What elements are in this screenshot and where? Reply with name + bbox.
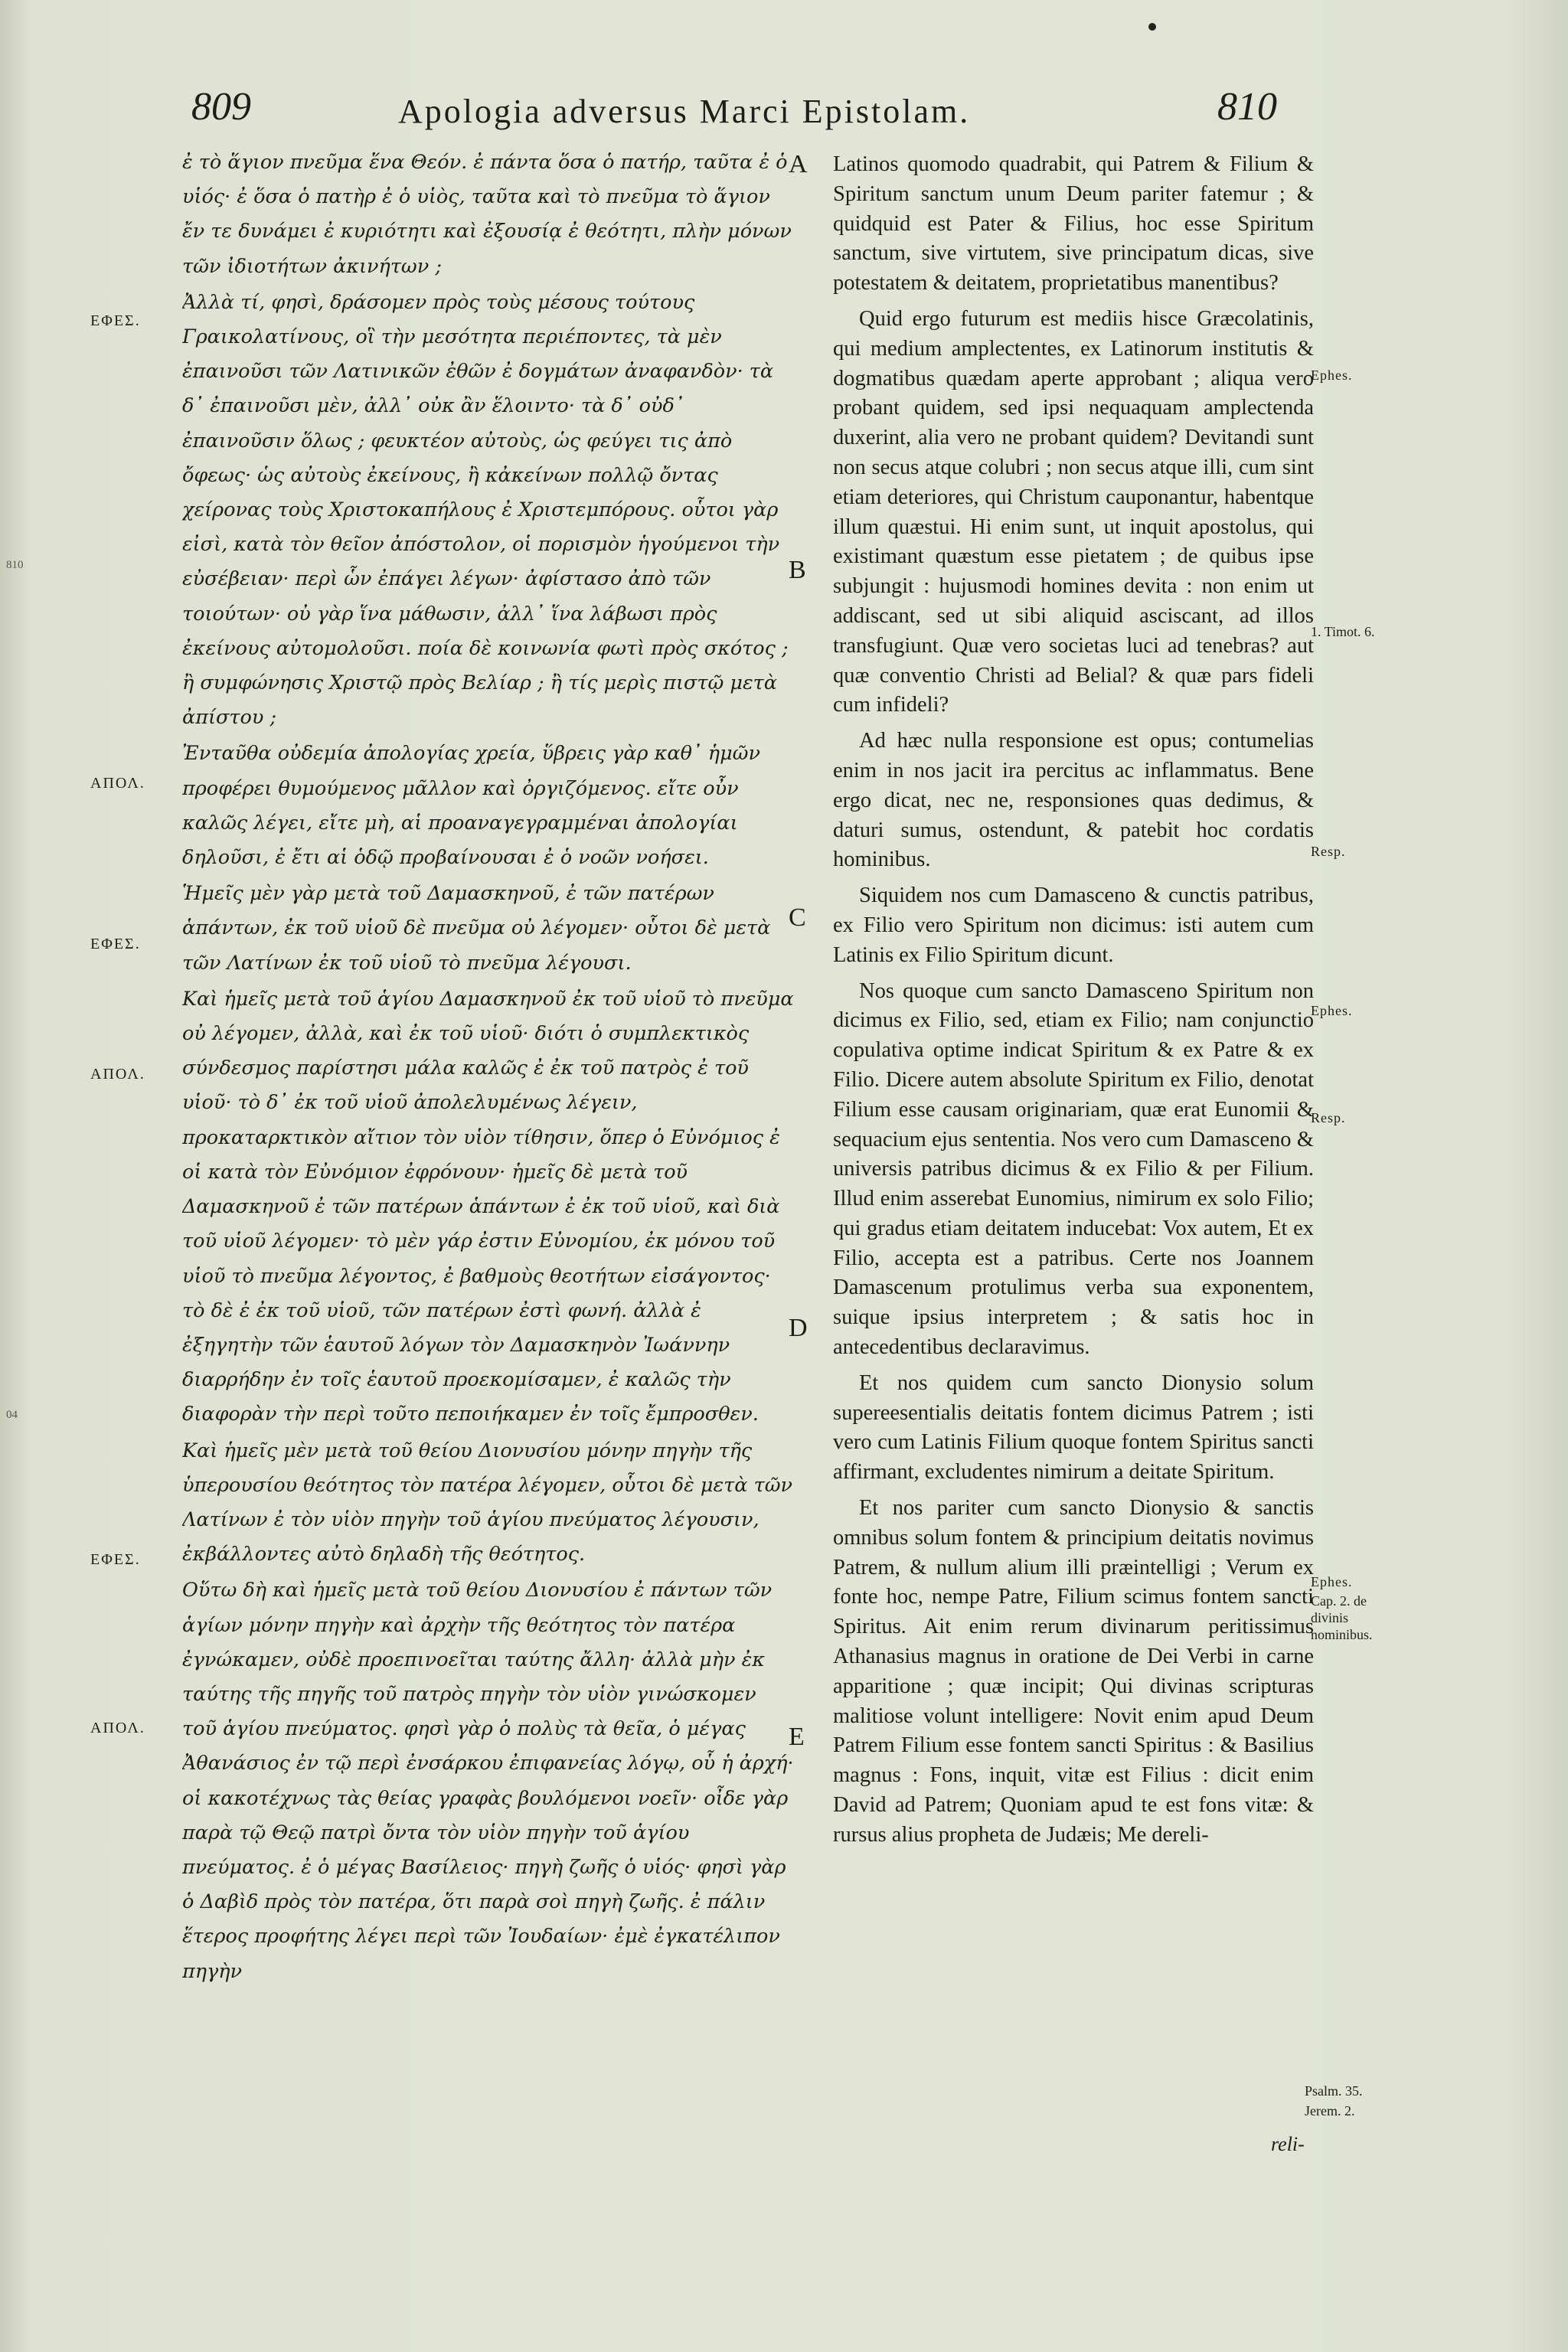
running-head — [0, 84, 1568, 145]
greek-paragraph: Ἡμεῖς μὲν γὰρ μετὰ τοῦ Δαμασκηνοῦ, ἐ τῶν πατέρων ἁπάντων, ἐκ τοῦ υἱοῦ δὲ πνεῦμα οὐ λέγομεν· οὗτοι δὲ μετὰ τῶν Λατίνων ἐκ τοῦ υἱοῦ τὸ πνεῦμα λέγουσι. — [182, 882, 771, 975]
greek-paragraph: Καὶ ἡμεῖς μὲν μετὰ τοῦ θείου Διονυσίου μόνην πηγὴν τῆς ὑπερουσίου θεότητος τὸν πατέρα λέγομεν, οὗτοι δὲ μετὰ τῶν Λατίνων ἐ τὸν υἱὸν πηγὴν τοῦ ἁγίου πνεύματος λέγουσιν, ἐκβάλλοντες αὐτὸ δηλαδὴ τῆς θεότητος. — [182, 1439, 792, 1566]
ink-dot — [1148, 23, 1156, 31]
margin-note-timot: 1. Timot. 6. — [1311, 624, 1375, 639]
section-letter: E — [789, 1723, 805, 1751]
speaker-label-ephes: ΕΦΕΣ. — [90, 1551, 141, 1568]
speaker-label-ephes: ΕΦΕΣ. — [90, 312, 141, 329]
edge-mark: 04 — [6, 1409, 18, 1421]
margin-note-ephes: Ephes. — [1311, 1003, 1353, 1018]
greek-paragraph: Καὶ ἡμεῖς μετὰ τοῦ ἁγίου Δαμασκηνοῦ ἐκ τοῦ υἱοῦ τὸ πνεῦμα οὐ λέγομεν, ἀλλὰ, καὶ ἐκ τοῦ υἱοῦ· διότι ὁ συμπλεκτικὸς σύνδεσμος παρίστησι μάλα καλῶς ἐ ἐκ τοῦ πατρὸς ἐ τοῦ υἱοῦ· τὸ δ᾽ ἐκ τοῦ υἱοῦ ἀπολελυμένως λέγειν, προκαταρκτικὸν αἴτιον τὸν υἱὸν τίθησιν, ὅπερ ὁ Εὐνόμιος ἐ οἱ κατὰ τὸν Εὐνόμιον ἐφρόνουν· ἡμεῖς δὲ μετὰ τοῦ Δαμασκηνοῦ ἐ τῶν πατέρων ἁπάντων ἐ ἐκ τοῦ υἱοῦ, καὶ διὰ τοῦ υἱοῦ λέγομεν· τὸ μὲν γάρ ἐστιν Εὐνομίου, ἐκ μόνου τοῦ υἱοῦ τὸ πνεῦμα λέγοντος, ἐ βαθμοὺς θεοτήτων εἰσάγοντος· τὸ δὲ ἐ ἐκ τοῦ υἱοῦ, τῶν πατέρων ἐστὶ φωνή. ἀλλὰ ἐ ἐξηγητὴν τῶν ἑαυτοῦ λόγων τὸν Δαμασκηνὸν Ἰωάννην διαρρήδην ἐν τοῖς ἑαυτοῦ προεκομίσαμεν, ἐ καλῶς τὴν διαφορὰν τὴν περὶ τοῦτο πεποιήκαμεν ἐν τοῖς ἔμπροσθεν. — [182, 987, 794, 1426]
section-letter: C — [789, 903, 806, 932]
latin-paragraph: Latinos quomodo quadrabit, qui Patrem & Filium & Spiritum sanctum unum Deum pariter fatemur ; & quidquid est Pater & Filius, hoc esse Spiritum sanctum, sive virtutem, sive principatum dicas, sive potestatem & deitatem, proprietatibus manentibus? — [833, 152, 1314, 296]
latin-paragraph: Et nos quidem cum sancto Dionysio solum supereesentialis deitatis fontem dicimus Patrem ; isti vero cum Latinis Filium quoque fontem Spiritus sancti affirmant, excludentes nimirum a deitate Spiritum. — [833, 1370, 1314, 1485]
greek-paragraph: ἐ τὸ ἅγιον πνεῦμα ἕνα Θεόν. ἐ πάντα ὅσα ὁ πατήρ, ταῦτα ἐ ὁ υἱός· ἐ ὅσα ὁ πατὴρ ἐ ὁ υἱὸς, ταῦτα καὶ τὸ πνεῦμα τὸ ἅγιον ἔν τε δυνάμει ἐ κυριότητι καὶ ἐξουσίᾳ ἐ θεότητι, πλὴν μόνων τῶν ἰδιοτήτων ἀκινήτων ; — [182, 151, 792, 278]
greek-paragraph: Ἐνταῦθα οὐδεμία ἀπολογίας χρεία, ὕβρεις γὰρ καθ᾽ ἡμῶν προφέρει θυμούμενος μᾶλλον καὶ ὀργιζόμενος. εἴτε οὖν καλῶς λέγει, εἴτε μὴ, αἱ προαναγεγραμμέναι ἀπολογίαι δηλοῦσι, ἐ ἔτι αἱ ὁδῷ προβαίνουσαι ἐ ὁ νοῶν νοήσει. — [182, 742, 760, 870]
page-number-left: 809 — [191, 85, 251, 129]
margin-note-psalm: Psalm. 35. — [1305, 2083, 1363, 2099]
speaker-label-apol: ΑΠΟΛ. — [90, 1720, 145, 1736]
margin-note-dionys: Cap. 2. de divinis nominibus. — [1311, 1593, 1373, 1642]
margin-note-resp: Resp. — [1311, 1110, 1346, 1125]
latin-column — [833, 150, 1314, 2217]
running-title: Apologia adversus Marci Epistolam. — [398, 93, 971, 130]
latin-paragraph: Nos quoque cum sancto Damasceno Spiritum non dicimus ex Filio, sed, etiam ex Filio; nam conjunctio copulativa optime indicat Spiritum & ex Patre & ex Filio. Dicere autem absolute Spiritum ex Filio, denotat Filium esse causam originariam, quæ erat Eunomii & sequacium ejus sententia. Nos vero cum Damasceno & universis patribus dicimus & ex Filio & per Filium. Illud enim asserebat Eunomius, nimirum ex solo Filio; qui gradus etiam deitatem inducebat: Vox autem, Et ex Filio, accepta est a patribus. Certe nos Joannem Damascenum protulimus verba sua exponentem, suique ipsius interpretem ; & satis hoc in antecedentibus declaravimus. — [833, 978, 1314, 1360]
edge-mark: 810 — [6, 559, 24, 571]
speaker-label-ephes: ΕΦΕΣ. — [90, 936, 141, 952]
greek-paragraph: Οὕτω δὴ καὶ ἡμεῖς μετὰ τοῦ θείου Διονυσίου ἐ πάντων τῶν ἁγίων μόνην πηγὴν καὶ ἀρχὴν τῆς θεότητος τὸν πατέρα ἐγνώκαμεν, οὐδὲ προεπινοεῖται ταύτης ἄλλη· ἀλλὰ μὴν ἐκ ταύτης τῆς πηγῆς τοῦ πατρὸς πηγὴν τὸν υἱὸν γινώσκομεν τοῦ ἁγίου πνεύματος. φησὶ γὰρ ὁ πολὺς τὰ θεῖα, ὁ μέγας Ἀθανάσιος ἐν τῷ περὶ ἐνσάρκου ἐπιφανείας λόγῳ, οὗ ἡ ἀρχή· οἱ κακοτέχνως τὰς θείας γραφὰς βουλόμενοι νοεῖν· οἶδε γὰρ παρὰ τῷ Θεῷ πατρὶ ὄντα τὸν υἱὸν πηγὴν τοῦ ἁγίου πνεύματος. ἐ ὁ μέγας Βασίλειος· πηγὴ ζωῆς ὁ υἱός· φησὶ γὰρ ὁ Δαβὶδ πρὸς τὸν πατέρα, ὅτι παρὰ σοὶ πηγὴ ζωῆς. ἐ πάλιν ἕτερος προφήτης λέγει περὶ τῶν Ἰουδαίων· ἐμὲ ἐγκατέλιπον πηγὴν — [182, 1579, 794, 1983]
section-letter: D — [789, 1314, 808, 1342]
catchword: reli- — [1271, 2133, 1305, 2155]
speaker-label-apol: ΑΠΟΛ. — [90, 775, 145, 792]
latin-paragraph: Siquidem nos cum Damasceno & cunctis patribus, ex Filio vero Spiritum non dicimus: isti autem cum Latinis ex Filio Spiritum dicunt. — [833, 884, 1314, 967]
margin-note-ephes: Ephes. — [1311, 1574, 1353, 1589]
margin-note-ephes: Ephes. — [1311, 368, 1353, 383]
greek-column — [182, 145, 795, 2243]
greek-paragraph: Ἀλλὰ τί, φησὶ, δράσομεν πρὸς τοὺς μέσους τούτους Γραικολατίνους, οἳ τὴν μεσότητα περιέποντες, τὰ μὲν ἐπαινοῦσι τῶν Λατινικῶν ἐθῶν ἐ δογμάτων ἀναφανδὸν· τὰ δ᾽ ἐπαινοῦσι μὲν, ἀλλ᾽ οὐκ ἂν ἕλοιντο· τὰ δ᾽ οὐδ᾽ ἐπαινοῦσιν ὅλως ; φευκτέον αὐτοὺς, ὡς φεύγει τις ἀπὸ ὄφεως· ὡς αὐτοὺς ἐκείνους, ἢ κἀκείνων πολλῷ ὄντας χείρονας τοὺς Χριστοκαπήλους ἐ Χριστεμπόρους. οὗτοι γὰρ εἰσὶ, κατὰ τὸν θεῖον ἀπόστολον, οἱ πορισμὸν ἡγούμενοι τὴν εὐσέβειαν· περὶ ὧν ἐπάγει λέγων· ἀφίστασο ἀπὸ τῶν τοιούτων· οὐ γὰρ ἵνα μάθωσιν, ἀλλ᾽ ἵνα λάβωσι πρὸς ἐκείνους αὐτομολοῦσι. ποία δὲ κοινωνία φωτὶ πρὸς σκότος ; ἢ συμφώνησις Χριστῷ πρὸς Βελίαρ ; ἢ τίς μερὶς πιστῷ μετὰ ἀπίστου ; — [182, 290, 789, 730]
latin-paragraph: Et nos pariter cum sancto Dionysio & sanctis omnibus solum fontem & principium deitatis novimus Patrem, & nullum alium illi præintelligi ; Verum ex fonte hoc, nempe Patre, Filium scimus fontem sancti Spiritus. Ait enim rerum divinarum peritissimus Athanasius magnus in oratione de Dei Verbi in carne apparitione ; quæ incipit; Qui divinas scripturas malitiose volunt intelligere: Novit enim apud Deum Patrem Filium esse fontem sancti Spiritus : & Basilius magnus : Fons, inquit, vitæ est Filius : dicit enim David ad Patrem; Quoniam apud te est fons vitæ: & rursus alius propheta de Judæis; Me dereli- — [833, 1496, 1314, 1847]
speaker-label-apol: ΑΠΟΛ. — [90, 1066, 145, 1083]
section-letter: A — [789, 150, 808, 178]
margin-note-jerem: Jerem. 2. — [1305, 2103, 1355, 2118]
section-letter: B — [789, 556, 806, 584]
latin-paragraph: Ad hæc nulla responsione est opus; contumelias enim in nos jacit ira percitus ac inflammatus. Bene ergo dicat, nec ne, responsiones quas dedimus, & daturi sumus, ostendunt, & patebit hoc cordatis hominibus. — [833, 729, 1314, 872]
latin-paragraph: Quid ergo futurum est mediis hisce Græcolatinis, qui medium amplectentes, ex Latinorum institutis & dogmatibus quædam aperte approbant ; aliqua vero probant quidem, sed ipsi nequaquam amplectenda duxerint, alia vero ne probant quidem? Devitandi sunt non secus atque colubri ; non secus atque illi, cum sint etiam deteriores, qui Christum cauponantur, habentque illum quæstui. Hi enim sunt, ut inquit apostolus, qui existimant quæstum esse pietatem ; de quibus ipse subjungit : hujusmodi homines devita : non enim ut addiscant, sed ut sibi aliquid asciscant, ad illos transfugiunt. Quæ vero societas luci ad tenebras? aut quæ conventio Christi ad Belial? & quæ pars fideli cum infideli? — [833, 306, 1314, 717]
margin-note-resp: Resp. — [1311, 844, 1346, 859]
page-number-right: 810 — [1217, 85, 1277, 129]
